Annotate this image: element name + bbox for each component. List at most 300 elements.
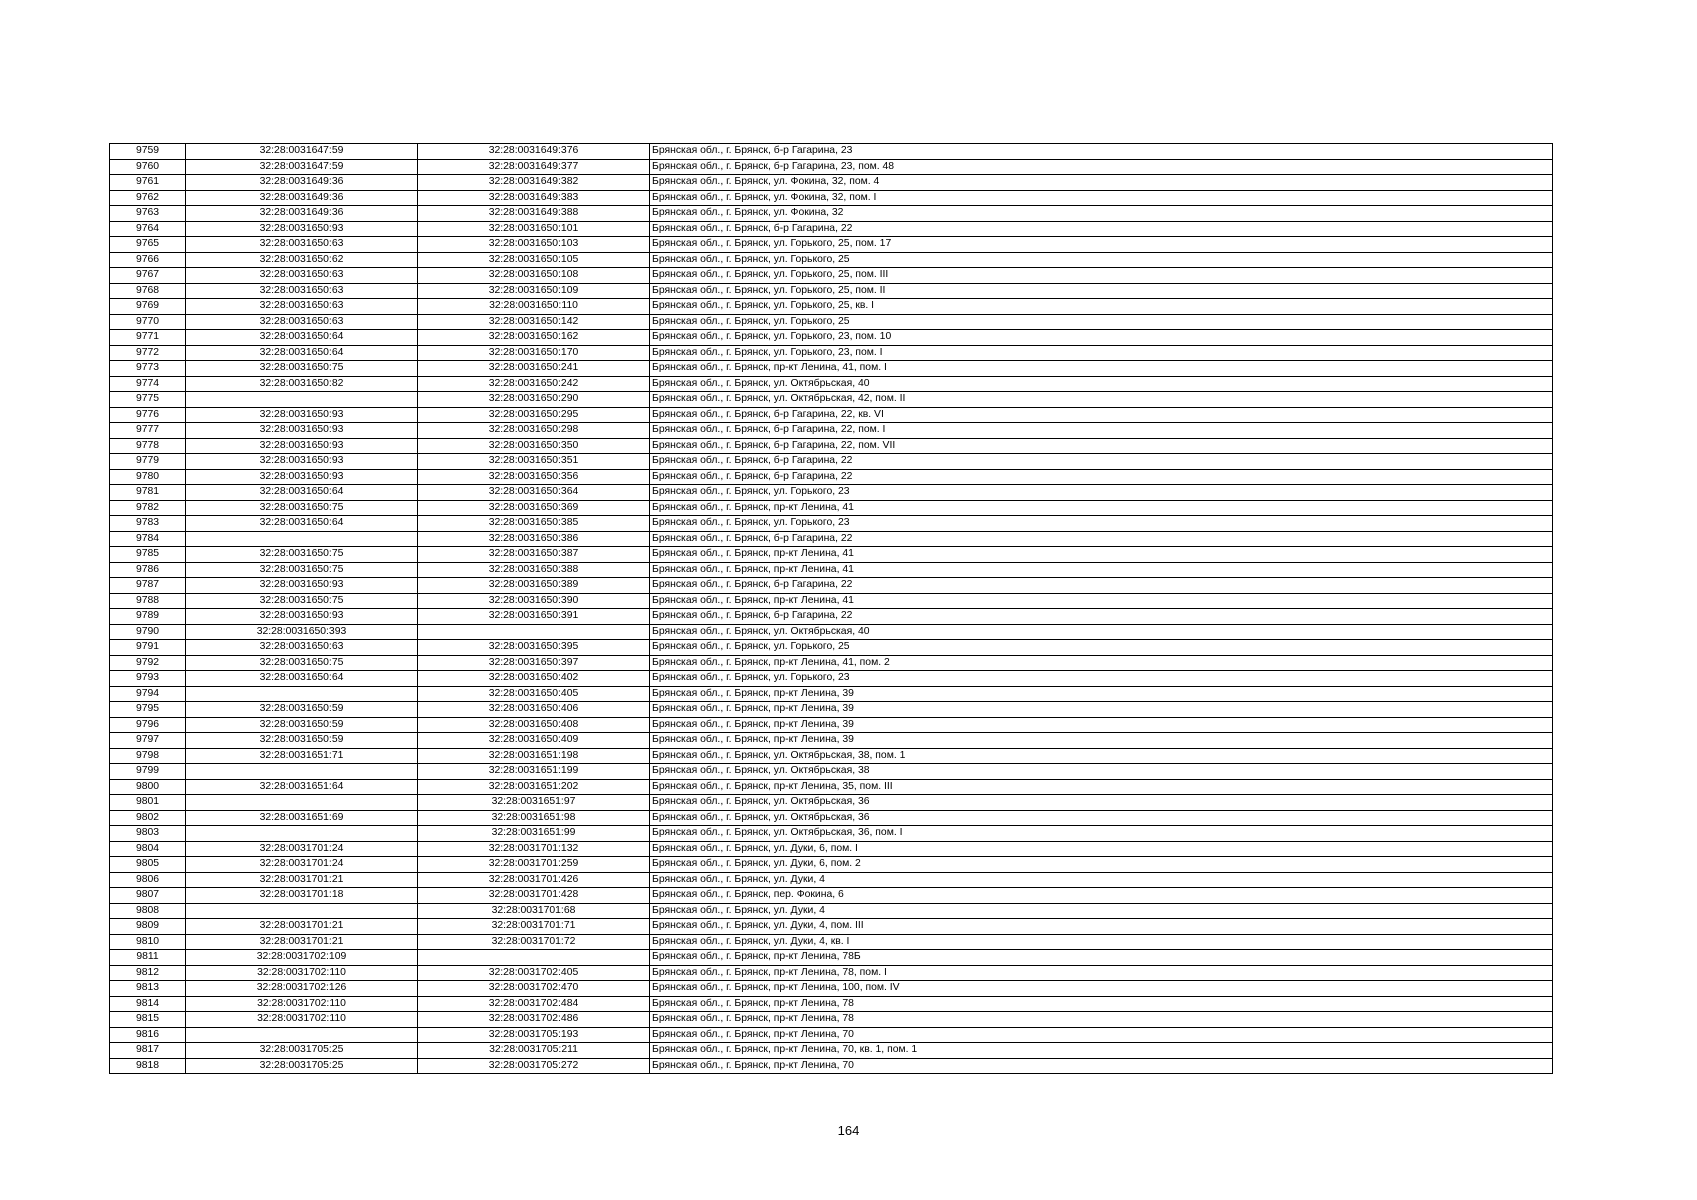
address-cell: Брянская обл., г. Брянск, б-р Гагарина, 22: [650, 531, 1553, 547]
row-number-cell: 9811: [110, 950, 186, 966]
row-number-cell: 9782: [110, 500, 186, 516]
table-row: [110, 314, 1553, 330]
address-cell: Брянская обл., г. Брянск, ул. Дуки, 4: [650, 872, 1553, 888]
row-number-cell: 9817: [110, 1043, 186, 1059]
table-row: [110, 934, 1553, 950]
row-number-cell: 9759: [110, 144, 186, 160]
address-cell: Брянская обл., г. Брянск, ул. Октябрьская, 36: [650, 795, 1553, 811]
address-cell: Брянская обл., г. Брянск, пр-кт Ленина, 41, пом. I: [650, 361, 1553, 377]
row-number-cell: 9779: [110, 454, 186, 470]
row-number-cell: 9766: [110, 252, 186, 268]
parcel-number-cell: 32:28:0031650:75: [186, 547, 418, 563]
address-cell: Брянская обл., г. Брянск, б-р Гагарина, 22, пом. I: [650, 423, 1553, 439]
object-number-cell: 32:28:0031651:198: [418, 748, 650, 764]
table-row: [110, 826, 1553, 842]
row-number-cell: 9764: [110, 221, 186, 237]
object-number-cell: 32:28:0031650:290: [418, 392, 650, 408]
parcel-number-cell: 32:28:0031650:93: [186, 609, 418, 625]
row-number-cell: 9816: [110, 1027, 186, 1043]
address-cell: Брянская обл., г. Брянск, пр-кт Ленина, 70, кв. 1, пом. 1: [650, 1043, 1553, 1059]
table-row: [110, 531, 1553, 547]
parcel-number-cell: 32:28:0031650:93: [186, 407, 418, 423]
row-number-cell: 9769: [110, 299, 186, 315]
row-number-cell: 9804: [110, 841, 186, 857]
table-row: [110, 624, 1553, 640]
parcel-number-cell: 32:28:0031650:59: [186, 702, 418, 718]
address-cell: Брянская обл., г. Брянск, ул. Горького, 25, пом. III: [650, 268, 1553, 284]
registry-table: [109, 143, 1553, 1074]
address-cell: Брянская обл., г. Брянск, б-р Гагарина, 23, пом. 48: [650, 159, 1553, 175]
row-number-cell: 9790: [110, 624, 186, 640]
object-number-cell: 32:28:0031650:105: [418, 252, 650, 268]
object-number-cell: 32:28:0031650:350: [418, 438, 650, 454]
row-number-cell: 9809: [110, 919, 186, 935]
parcel-number-cell: 32:28:0031650:64: [186, 671, 418, 687]
object-number-cell: 32:28:0031650:405: [418, 686, 650, 702]
object-number-cell: 32:28:0031701:426: [418, 872, 650, 888]
object-number-cell: 32:28:0031650:395: [418, 640, 650, 656]
address-cell: Брянская обл., г. Брянск, пер. Фокина, 6: [650, 888, 1553, 904]
row-number-cell: 9796: [110, 717, 186, 733]
address-cell: Брянская обл., г. Брянск, б-р Гагарина, 22, пом. VII: [650, 438, 1553, 454]
row-number-cell: 9794: [110, 686, 186, 702]
object-number-cell: 32:28:0031651:99: [418, 826, 650, 842]
table-row: [110, 376, 1553, 392]
object-number-cell: 32:28:0031650:390: [418, 593, 650, 609]
parcel-number-cell: 32:28:0031651:69: [186, 810, 418, 826]
parcel-number-cell: 32:28:0031650:64: [186, 330, 418, 346]
address-cell: Брянская обл., г. Брянск, ул. Дуки, 4, пом. III: [650, 919, 1553, 935]
object-number-cell: 32:28:0031650:402: [418, 671, 650, 687]
parcel-number-cell: 32:28:0031702:110: [186, 965, 418, 981]
table-row: [110, 485, 1553, 501]
object-number-cell: 32:28:0031650:351: [418, 454, 650, 470]
object-number-cell: 32:28:0031705:193: [418, 1027, 650, 1043]
row-number-cell: 9802: [110, 810, 186, 826]
object-number-cell: 32:28:0031701:71: [418, 919, 650, 935]
table-row: [110, 810, 1553, 826]
table-row: [110, 268, 1553, 284]
object-number-cell: 32:28:0031650:108: [418, 268, 650, 284]
row-number-cell: 9791: [110, 640, 186, 656]
table-row: [110, 779, 1553, 795]
address-cell: Брянская обл., г. Брянск, ул. Горького, 25, пом. II: [650, 283, 1553, 299]
address-cell: Брянская обл., г. Брянск, ул. Фокина, 32, пом. 4: [650, 175, 1553, 191]
address-cell: Брянская обл., г. Брянск, ул. Горького, 25, кв. I: [650, 299, 1553, 315]
parcel-number-cell: 32:28:0031650:93: [186, 221, 418, 237]
table-row: [110, 283, 1553, 299]
row-number-cell: 9776: [110, 407, 186, 423]
address-cell: Брянская обл., г. Брянск, пр-кт Ленина, 78: [650, 1012, 1553, 1028]
row-number-cell: 9765: [110, 237, 186, 253]
table-row: [110, 469, 1553, 485]
table-row: [110, 144, 1553, 160]
row-number-cell: 9818: [110, 1058, 186, 1074]
row-number-cell: 9771: [110, 330, 186, 346]
address-cell: Брянская обл., г. Брянск, пр-кт Ленина, 41: [650, 562, 1553, 578]
parcel-number-cell: 32:28:0031701:21: [186, 934, 418, 950]
parcel-number-cell: 32:28:0031650:63: [186, 314, 418, 330]
row-number-cell: 9789: [110, 609, 186, 625]
object-number-cell: 32:28:0031705:211: [418, 1043, 650, 1059]
table-row: [110, 299, 1553, 315]
row-number-cell: 9761: [110, 175, 186, 191]
table-row: [110, 950, 1553, 966]
parcel-number-cell: 32:28:0031650:393: [186, 624, 418, 640]
parcel-number-cell: [186, 795, 418, 811]
object-number-cell: 32:28:0031650:388: [418, 562, 650, 578]
address-cell: Брянская обл., г. Брянск, ул. Дуки, 6, пом. 2: [650, 857, 1553, 873]
object-number-cell: 32:28:0031649:376: [418, 144, 650, 160]
address-cell: Брянская обл., г. Брянск, б-р Гагарина, 22: [650, 578, 1553, 594]
registry-table-body: [110, 144, 1553, 1074]
row-number-cell: 9762: [110, 190, 186, 206]
parcel-number-cell: 32:28:0031650:64: [186, 516, 418, 532]
table-row: [110, 981, 1553, 997]
row-number-cell: 9763: [110, 206, 186, 222]
parcel-number-cell: 32:28:0031702:110: [186, 996, 418, 1012]
object-number-cell: [418, 624, 650, 640]
row-number-cell: 9775: [110, 392, 186, 408]
table-row: [110, 237, 1553, 253]
parcel-number-cell: 32:28:0031650:93: [186, 578, 418, 594]
object-number-cell: 32:28:0031649:382: [418, 175, 650, 191]
parcel-number-cell: 32:28:0031702:126: [186, 981, 418, 997]
address-cell: Брянская обл., г. Брянск, ул. Горького, 25: [650, 252, 1553, 268]
parcel-number-cell: 32:28:0031650:59: [186, 717, 418, 733]
row-number-cell: 9778: [110, 438, 186, 454]
object-number-cell: 32:28:0031650:103: [418, 237, 650, 253]
table-row: [110, 423, 1553, 439]
address-cell: Брянская обл., г. Брянск, ул. Фокина, 32: [650, 206, 1553, 222]
row-number-cell: 9786: [110, 562, 186, 578]
object-number-cell: 32:28:0031650:109: [418, 283, 650, 299]
row-number-cell: 9780: [110, 469, 186, 485]
row-number-cell: 9807: [110, 888, 186, 904]
table-row: [110, 206, 1553, 222]
table-row: [110, 159, 1553, 175]
parcel-number-cell: 32:28:0031650:64: [186, 485, 418, 501]
parcel-number-cell: 32:28:0031650:93: [186, 423, 418, 439]
parcel-number-cell: 32:28:0031650:75: [186, 500, 418, 516]
row-number-cell: 9803: [110, 826, 186, 842]
table-row: [110, 221, 1553, 237]
address-cell: Брянская обл., г. Брянск, ул. Горького, 23, пом. 10: [650, 330, 1553, 346]
object-number-cell: 32:28:0031701:132: [418, 841, 650, 857]
address-cell: Брянская обл., г. Брянск, ул. Горького, 25: [650, 314, 1553, 330]
table-row: [110, 640, 1553, 656]
address-cell: Брянская обл., г. Брянск, ул. Горького, 23: [650, 485, 1553, 501]
row-number-cell: 9793: [110, 671, 186, 687]
parcel-number-cell: 32:28:0031702:109: [186, 950, 418, 966]
object-number-cell: 32:28:0031650:241: [418, 361, 650, 377]
row-number-cell: 9806: [110, 872, 186, 888]
table-row: [110, 717, 1553, 733]
parcel-number-cell: 32:28:0031650:93: [186, 469, 418, 485]
table-row: [110, 454, 1553, 470]
parcel-number-cell: 32:28:0031649:36: [186, 175, 418, 191]
address-cell: Брянская обл., г. Брянск, пр-кт Ленина, 100, пом. IV: [650, 981, 1553, 997]
address-cell: Брянская обл., г. Брянск, б-р Гагарина, 22, кв. VI: [650, 407, 1553, 423]
object-number-cell: 32:28:0031702:484: [418, 996, 650, 1012]
object-number-cell: 32:28:0031650:369: [418, 500, 650, 516]
table-row: [110, 748, 1553, 764]
table-row: [110, 733, 1553, 749]
object-number-cell: 32:28:0031650:389: [418, 578, 650, 594]
parcel-number-cell: [186, 826, 418, 842]
object-number-cell: 32:28:0031650:364: [418, 485, 650, 501]
parcel-number-cell: 32:28:0031701:24: [186, 841, 418, 857]
object-number-cell: 32:28:0031650:409: [418, 733, 650, 749]
row-number-cell: 9810: [110, 934, 186, 950]
table-row: [110, 965, 1553, 981]
parcel-number-cell: 32:28:0031650:63: [186, 283, 418, 299]
address-cell: Брянская обл., г. Брянск, пр-кт Ленина, 41: [650, 500, 1553, 516]
address-cell: Брянская обл., г. Брянск, пр-кт Ленина, 41, пом. 2: [650, 655, 1553, 671]
address-cell: Брянская обл., г. Брянск, ул. Горького, 23, пом. I: [650, 345, 1553, 361]
address-cell: Брянская обл., г. Брянск, ул. Октябрьская, 40: [650, 624, 1553, 640]
object-number-cell: 32:28:0031701:68: [418, 903, 650, 919]
object-number-cell: 32:28:0031650:386: [418, 531, 650, 547]
row-number-cell: 9815: [110, 1012, 186, 1028]
row-number-cell: 9772: [110, 345, 186, 361]
address-cell: Брянская обл., г. Брянск, ул. Октябрьская, 38: [650, 764, 1553, 780]
parcel-number-cell: 32:28:0031649:36: [186, 206, 418, 222]
address-cell: Брянская обл., г. Брянск, пр-кт Ленина, 41: [650, 547, 1553, 563]
table-row: [110, 1043, 1553, 1059]
table-row: [110, 996, 1553, 1012]
row-number-cell: 9805: [110, 857, 186, 873]
row-number-cell: 9773: [110, 361, 186, 377]
table-row: [110, 500, 1553, 516]
address-cell: Брянская обл., г. Брянск, ул. Горького, 25: [650, 640, 1553, 656]
table-row: [110, 702, 1553, 718]
parcel-number-cell: [186, 531, 418, 547]
address-cell: Брянская обл., г. Брянск, пр-кт Ленина, 70: [650, 1058, 1553, 1074]
object-number-cell: 32:28:0031701:72: [418, 934, 650, 950]
row-number-cell: 9777: [110, 423, 186, 439]
page-number: 164: [837, 1123, 860, 1138]
parcel-number-cell: 32:28:0031650:82: [186, 376, 418, 392]
row-number-cell: 9774: [110, 376, 186, 392]
address-cell: Брянская обл., г. Брянск, ул. Октябрьская, 42, пом. II: [650, 392, 1553, 408]
object-number-cell: [418, 950, 650, 966]
parcel-number-cell: 32:28:0031650:75: [186, 655, 418, 671]
table-row: [110, 795, 1553, 811]
table-row: [110, 841, 1553, 857]
object-number-cell: 32:28:0031650:397: [418, 655, 650, 671]
row-number-cell: 9797: [110, 733, 186, 749]
address-cell: Брянская обл., г. Брянск, ул. Октябрьская, 38, пом. 1: [650, 748, 1553, 764]
address-cell: Брянская обл., г. Брянск, б-р Гагарина, 22: [650, 469, 1553, 485]
table-row: [110, 903, 1553, 919]
row-number-cell: 9767: [110, 268, 186, 284]
address-cell: Брянская обл., г. Брянск, пр-кт Ленина, 78, пом. I: [650, 965, 1553, 981]
parcel-number-cell: 32:28:0031650:59: [186, 733, 418, 749]
table-row: [110, 857, 1553, 873]
address-cell: Брянская обл., г. Брянск, ул. Октябрьская, 36, пом. I: [650, 826, 1553, 842]
parcel-number-cell: 32:28:0031705:25: [186, 1058, 418, 1074]
row-number-cell: 9787: [110, 578, 186, 594]
object-number-cell: 32:28:0031649:377: [418, 159, 650, 175]
object-number-cell: 32:28:0031651:98: [418, 810, 650, 826]
address-cell: Брянская обл., г. Брянск, пр-кт Ленина, 78: [650, 996, 1553, 1012]
table-row: [110, 655, 1553, 671]
address-cell: Брянская обл., г. Брянск, ул. Горького, 23: [650, 671, 1553, 687]
parcel-number-cell: 32:28:0031650:64: [186, 345, 418, 361]
row-number-cell: 9770: [110, 314, 186, 330]
table-row: [110, 438, 1553, 454]
address-cell: Брянская обл., г. Брянск, пр-кт Ленина, 39: [650, 717, 1553, 733]
parcel-number-cell: [186, 903, 418, 919]
parcel-number-cell: 32:28:0031650:75: [186, 361, 418, 377]
table-row: [110, 252, 1553, 268]
address-cell: Брянская обл., г. Брянск, ул. Дуки, 6, пом. I: [650, 841, 1553, 857]
parcel-number-cell: 32:28:0031651:64: [186, 779, 418, 795]
address-cell: Брянская обл., г. Брянск, ул. Горького, 23: [650, 516, 1553, 532]
table-row: [110, 764, 1553, 780]
row-number-cell: 9798: [110, 748, 186, 764]
address-cell: Брянская обл., г. Брянск, пр-кт Ленина, 39: [650, 686, 1553, 702]
row-number-cell: 9801: [110, 795, 186, 811]
object-number-cell: 32:28:0031650:356: [418, 469, 650, 485]
parcel-number-cell: 32:28:0031650:75: [186, 593, 418, 609]
table-row: [110, 345, 1553, 361]
parcel-number-cell: 32:28:0031705:25: [186, 1043, 418, 1059]
table-row: [110, 1012, 1553, 1028]
object-number-cell: 32:28:0031650:162: [418, 330, 650, 346]
object-number-cell: 32:28:0031651:199: [418, 764, 650, 780]
row-number-cell: 9781: [110, 485, 186, 501]
address-cell: Брянская обл., г. Брянск, ул. Горького, 25, пом. 17: [650, 237, 1553, 253]
object-number-cell: 32:28:0031650:242: [418, 376, 650, 392]
parcel-number-cell: [186, 392, 418, 408]
parcel-number-cell: 32:28:0031650:62: [186, 252, 418, 268]
row-number-cell: 9792: [110, 655, 186, 671]
parcel-number-cell: 32:28:0031701:21: [186, 919, 418, 935]
row-number-cell: 9783: [110, 516, 186, 532]
table-row: [110, 872, 1553, 888]
parcel-number-cell: 32:28:0031701:24: [186, 857, 418, 873]
address-cell: Брянская обл., г. Брянск, ул. Октябрьская, 40: [650, 376, 1553, 392]
address-cell: Брянская обл., г. Брянск, ул. Дуки, 4, кв. I: [650, 934, 1553, 950]
address-cell: Брянская обл., г. Брянск, пр-кт Ленина, 35, пом. III: [650, 779, 1553, 795]
table-row: [110, 361, 1553, 377]
object-number-cell: 32:28:0031701:428: [418, 888, 650, 904]
parcel-number-cell: [186, 764, 418, 780]
parcel-number-cell: 32:28:0031702:110: [186, 1012, 418, 1028]
row-number-cell: 9760: [110, 159, 186, 175]
parcel-number-cell: 32:28:0031647:59: [186, 144, 418, 160]
parcel-number-cell: [186, 686, 418, 702]
table-row: [110, 609, 1553, 625]
parcel-number-cell: 32:28:0031649:36: [186, 190, 418, 206]
row-number-cell: 9814: [110, 996, 186, 1012]
object-number-cell: 32:28:0031651:97: [418, 795, 650, 811]
object-number-cell: 32:28:0031650:295: [418, 407, 650, 423]
object-number-cell: 32:28:0031650:391: [418, 609, 650, 625]
object-number-cell: 32:28:0031702:405: [418, 965, 650, 981]
address-cell: Брянская обл., г. Брянск, пр-кт Ленина, 39: [650, 702, 1553, 718]
parcel-number-cell: 32:28:0031651:71: [186, 748, 418, 764]
address-cell: Брянская обл., г. Брянск, б-р Гагарина, 22: [650, 609, 1553, 625]
table-row: [110, 330, 1553, 346]
parcel-number-cell: 32:28:0031650:75: [186, 562, 418, 578]
object-number-cell: 32:28:0031650:385: [418, 516, 650, 532]
row-number-cell: 9768: [110, 283, 186, 299]
row-number-cell: 9812: [110, 965, 186, 981]
address-cell: Брянская обл., г. Брянск, б-р Гагарина, 22: [650, 454, 1553, 470]
table-row: [110, 1027, 1553, 1043]
parcel-number-cell: 32:28:0031650:93: [186, 438, 418, 454]
object-number-cell: 32:28:0031650:110: [418, 299, 650, 315]
object-number-cell: 32:28:0031701:259: [418, 857, 650, 873]
table-row: [110, 407, 1553, 423]
table-row: [110, 593, 1553, 609]
object-number-cell: 32:28:0031651:202: [418, 779, 650, 795]
table-row: [110, 578, 1553, 594]
row-number-cell: 9795: [110, 702, 186, 718]
object-number-cell: 32:28:0031705:272: [418, 1058, 650, 1074]
address-cell: Брянская обл., г. Брянск, ул. Октябрьская, 36: [650, 810, 1553, 826]
object-number-cell: 32:28:0031702:486: [418, 1012, 650, 1028]
object-number-cell: 32:28:0031650:408: [418, 717, 650, 733]
address-cell: Брянская обл., г. Брянск, пр-кт Ленина, 39: [650, 733, 1553, 749]
table-row: [110, 671, 1553, 687]
table-row: [110, 190, 1553, 206]
object-number-cell: 32:28:0031649:383: [418, 190, 650, 206]
parcel-number-cell: 32:28:0031650:63: [186, 268, 418, 284]
table-row: [110, 919, 1553, 935]
table-row: [110, 175, 1553, 191]
table-row: [110, 686, 1553, 702]
parcel-number-cell: 32:28:0031650:63: [186, 237, 418, 253]
address-cell: Брянская обл., г. Брянск, ул. Фокина, 32, пом. I: [650, 190, 1553, 206]
address-cell: Брянская обл., г. Брянск, пр-кт Ленина, 41: [650, 593, 1553, 609]
parcel-number-cell: 32:28:0031701:21: [186, 872, 418, 888]
parcel-number-cell: 32:28:0031650:93: [186, 454, 418, 470]
address-cell: Брянская обл., г. Брянск, б-р Гагарина, 22: [650, 221, 1553, 237]
parcel-number-cell: 32:28:0031647:59: [186, 159, 418, 175]
address-cell: Брянская обл., г. Брянск, пр-кт Ленина, 70: [650, 1027, 1553, 1043]
object-number-cell: 32:28:0031650:406: [418, 702, 650, 718]
parcel-number-cell: 32:28:0031701:18: [186, 888, 418, 904]
table-row: [110, 392, 1553, 408]
row-number-cell: 9800: [110, 779, 186, 795]
parcel-number-cell: 32:28:0031650:63: [186, 640, 418, 656]
parcel-number-cell: 32:28:0031650:63: [186, 299, 418, 315]
table-row: [110, 562, 1553, 578]
table-row: [110, 1058, 1553, 1074]
object-number-cell: 32:28:0031650:142: [418, 314, 650, 330]
row-number-cell: 9784: [110, 531, 186, 547]
object-number-cell: 32:28:0031650:101: [418, 221, 650, 237]
row-number-cell: 9785: [110, 547, 186, 563]
address-cell: Брянская обл., г. Брянск, пр-кт Ленина, 78Б: [650, 950, 1553, 966]
row-number-cell: 9799: [110, 764, 186, 780]
table-row: [110, 888, 1553, 904]
row-number-cell: 9813: [110, 981, 186, 997]
object-number-cell: 32:28:0031650:298: [418, 423, 650, 439]
table-row: [110, 547, 1553, 563]
object-number-cell: 32:28:0031702:470: [418, 981, 650, 997]
address-cell: Брянская обл., г. Брянск, б-р Гагарина, 23: [650, 144, 1553, 160]
address-cell: Брянская обл., г. Брянск, ул. Дуки, 4: [650, 903, 1553, 919]
parcel-number-cell: [186, 1027, 418, 1043]
object-number-cell: 32:28:0031650:170: [418, 345, 650, 361]
table-row: [110, 516, 1553, 532]
object-number-cell: 32:28:0031649:388: [418, 206, 650, 222]
